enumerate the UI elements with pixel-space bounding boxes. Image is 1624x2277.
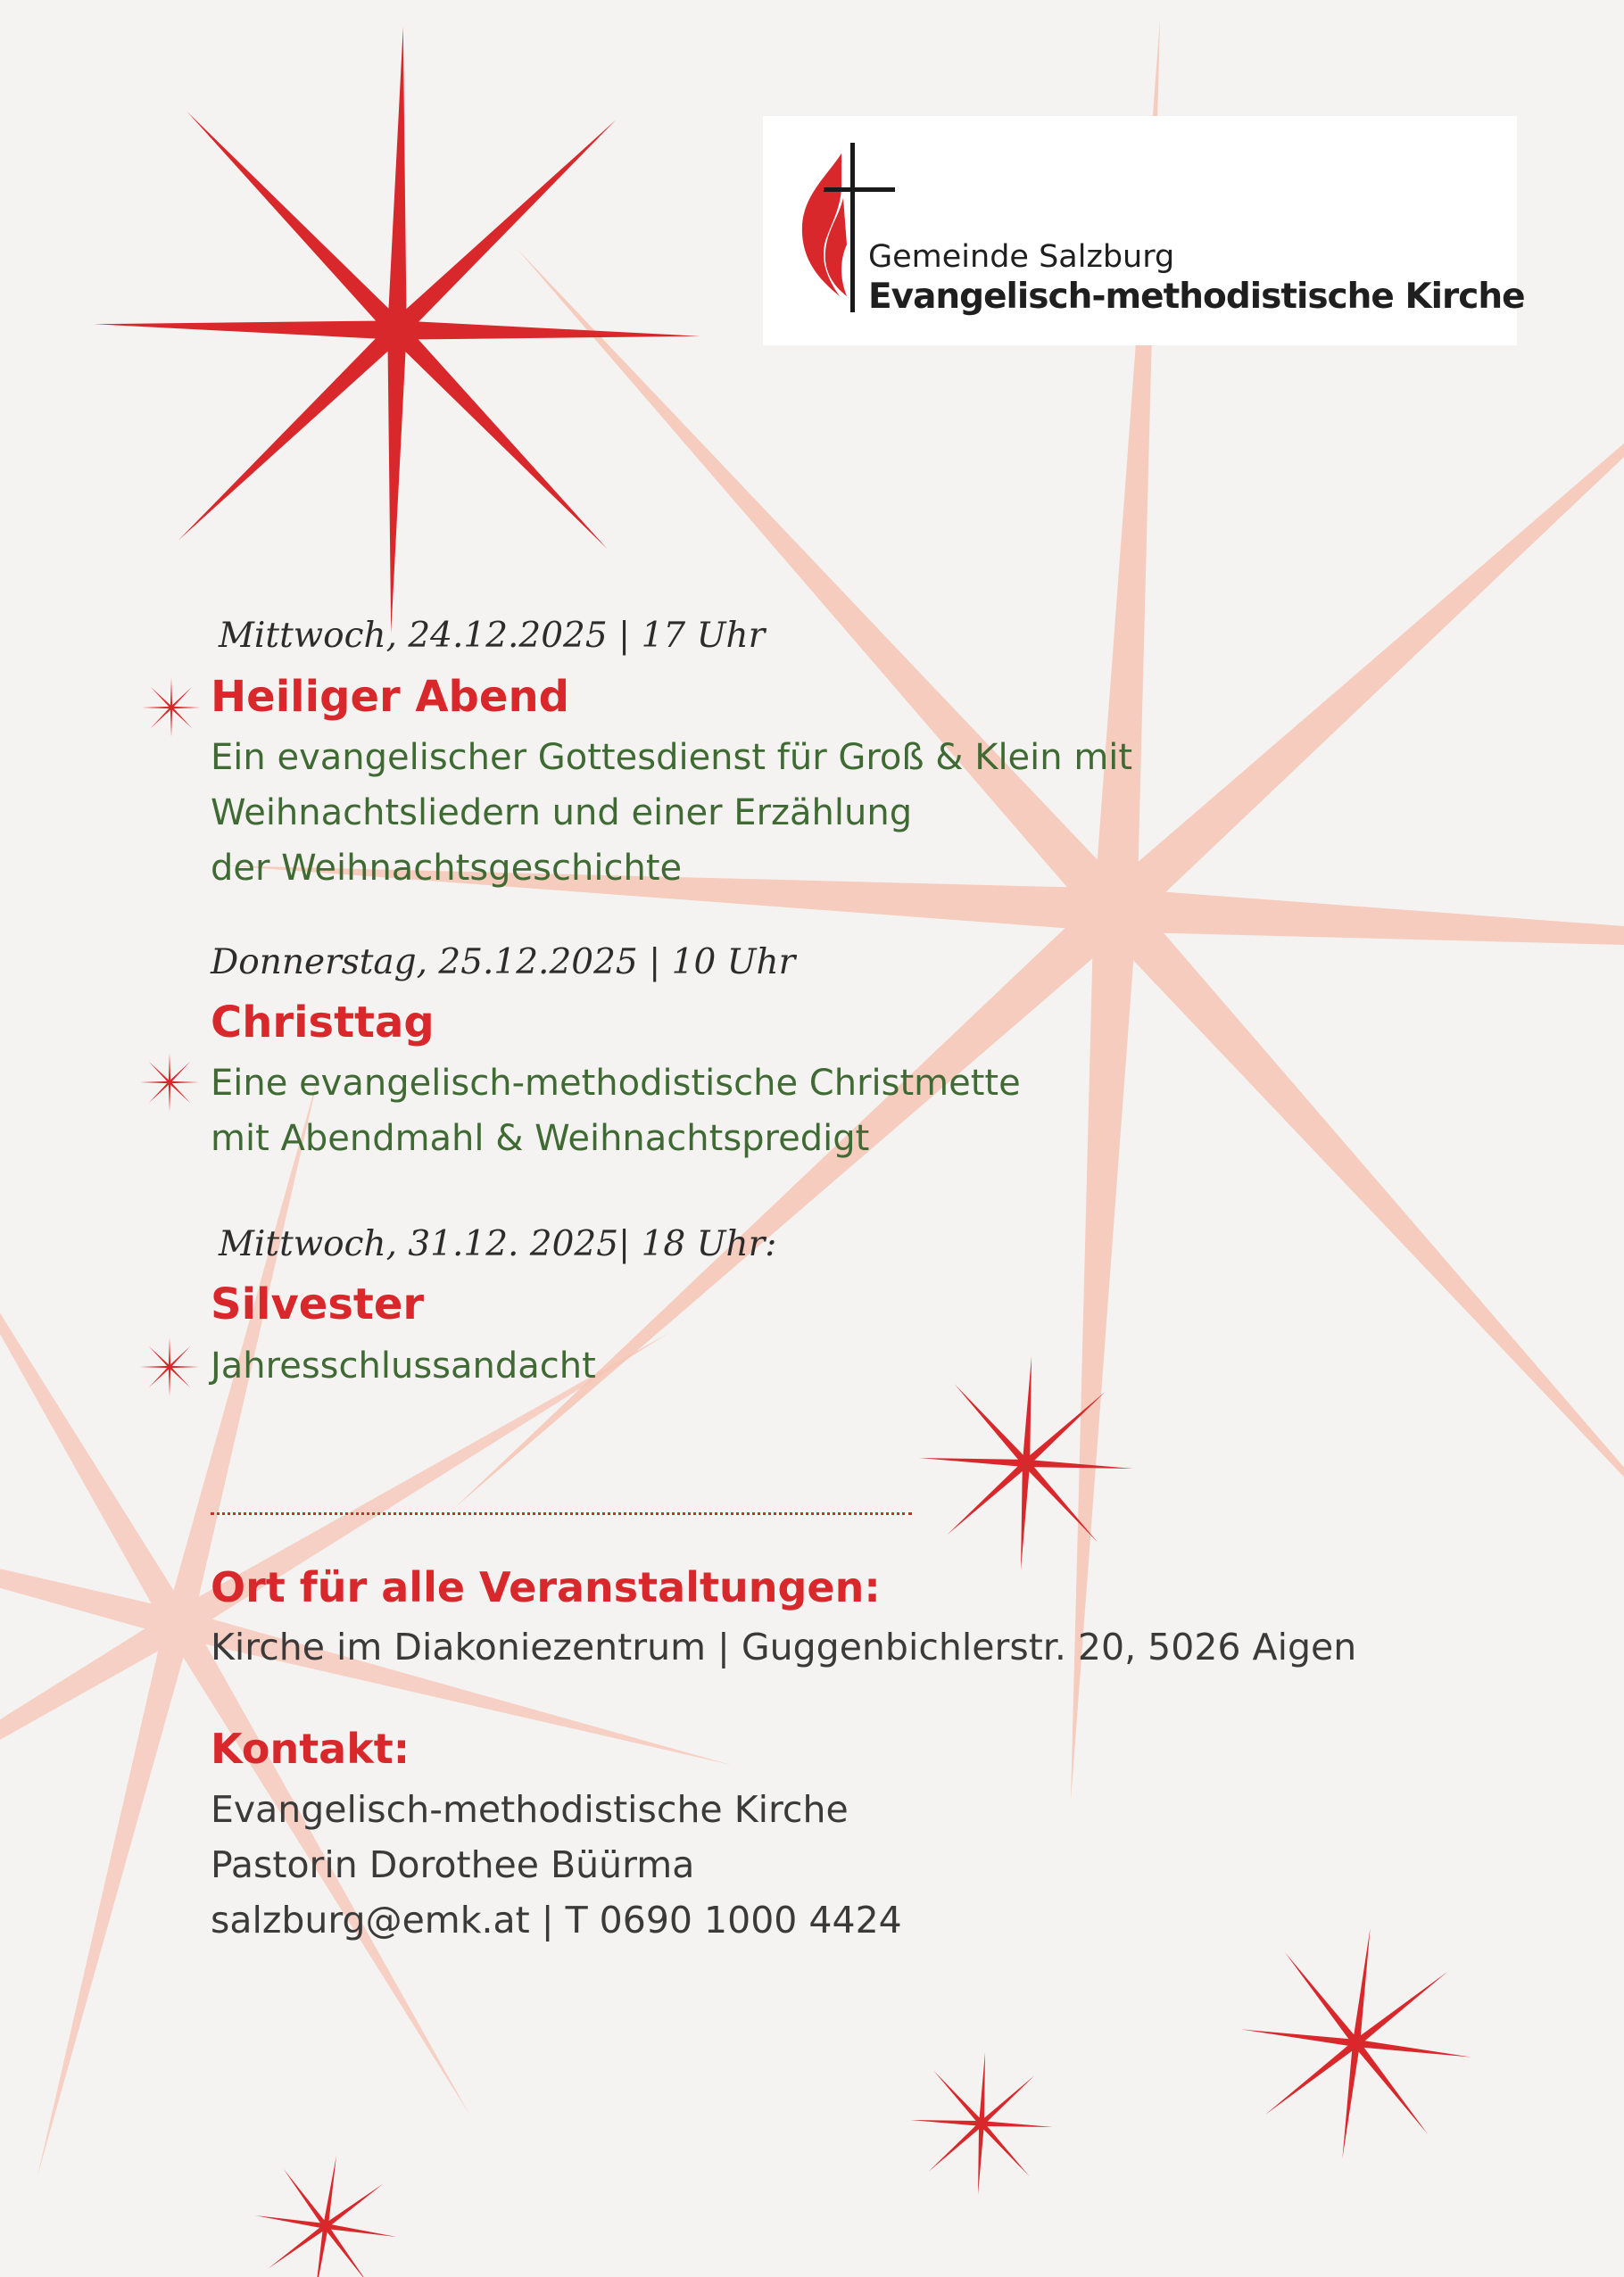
- red-star: [94, 27, 700, 633]
- event-title: Heiliger Abend: [211, 672, 569, 722]
- red-star: [910, 2052, 1053, 2195]
- event-description-line: Jahresschlussandacht: [211, 1346, 596, 1387]
- event-description: [211, 1056, 1021, 1166]
- red-star: [255, 2156, 396, 2277]
- red-star: [1241, 1928, 1471, 2158]
- event-description-line: Weihnachtsliedern und einer Erzählung: [211, 792, 913, 833]
- bullet-star: [140, 1053, 199, 1112]
- logo-church-name: Evangelisch-methodistische Kirche: [868, 277, 1525, 317]
- bullet-star: [140, 1337, 199, 1396]
- bullet-star: [142, 678, 201, 737]
- logo-congregation-name: Gemeinde Salzburg: [868, 239, 1175, 275]
- event-date: Donnerstag, 25.12.2025 | 10 Uhr: [211, 942, 796, 982]
- location-address: Kirche im Diakoniezentrum | Guggenbichlerstr. 20, 5026 Aigen: [211, 1626, 1357, 1668]
- event-title: Christtag: [211, 998, 435, 1047]
- event-date: Mittwoch, 31.12. 2025| 18 Uhr:: [219, 1224, 777, 1264]
- contact-organization: Evangelisch-methodistische Kirche: [211, 1788, 849, 1831]
- event-date: Mittwoch, 24.12.2025 | 17 Uhr: [219, 616, 766, 656]
- event-description-line: der Weihnachtsgeschichte: [211, 848, 683, 889]
- contact-email-phone: salzburg@emk.at | T 0690 1000 4424: [211, 1899, 902, 1942]
- location-heading: Ort für alle Veranstaltungen:: [211, 1563, 881, 1611]
- contact-details: [211, 1782, 902, 1948]
- event-title: Silvester: [211, 1279, 425, 1329]
- event-description: [211, 730, 1132, 896]
- event-description-line: Eine evangelisch-methodistische Christmette: [211, 1063, 1021, 1104]
- event-description-line: Ein evangelischer Gottesdienst für Groß & Klein mit: [211, 737, 1133, 778]
- event-description-line: mit Abendmahl & Weihnachtspredigt: [211, 1118, 870, 1159]
- contact-heading: Kontakt:: [211, 1725, 410, 1773]
- contact-pastor: Pastorin Dorothee Büürma: [211, 1843, 695, 1886]
- dotted-divider: [211, 1512, 912, 1515]
- event-description: [211, 1338, 596, 1394]
- church-logo: [763, 116, 1525, 345]
